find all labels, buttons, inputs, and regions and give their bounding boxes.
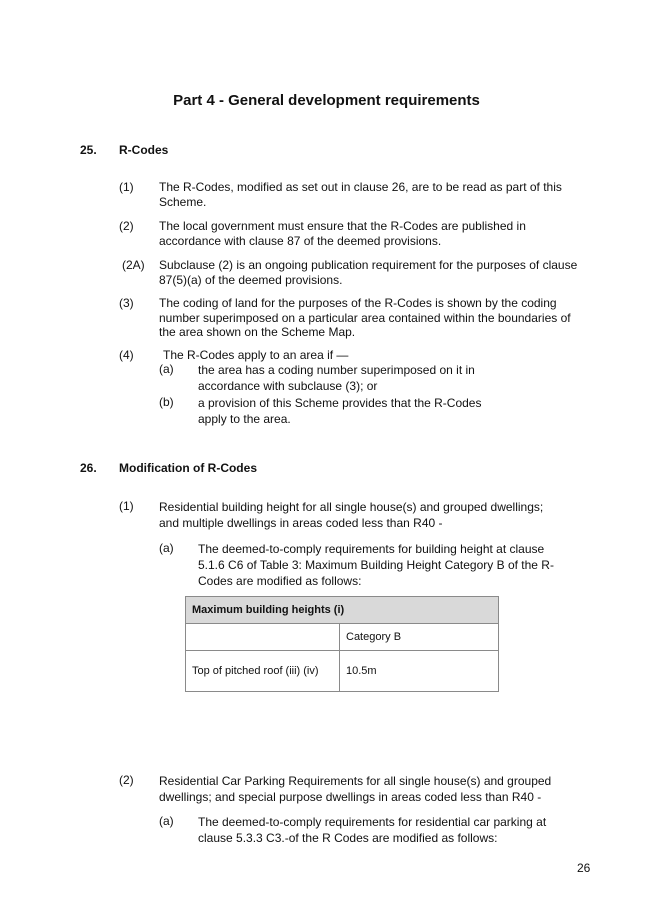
c25-item-4b-number: (b)	[159, 395, 174, 409]
table-cell-category-b: Category B	[340, 624, 499, 651]
clause-25-heading: R-Codes	[119, 143, 169, 157]
c25-item-2-number: (2)	[119, 219, 134, 233]
clause-26-heading: Modification of R-Codes	[119, 461, 257, 475]
c26-item-1a-text: The deemed-to-comply requirements for building height at clause 5.1.6 C6 of Table 3: Maximum Building Height Category B of the R-Codes are modified as follows:	[198, 542, 554, 588]
table-cell	[186, 624, 340, 651]
c26-item-1-number: (1)	[119, 499, 134, 513]
c26-item-2-text: Residential Car Parking Requirements for all single house(s) and grouped dwellings; and special purpose dwellings in areas coded less than R40 -	[159, 774, 552, 804]
c26-item-1a-number: (a)	[159, 541, 174, 555]
part-title: Part 4 - General development requirements	[173, 92, 480, 109]
c25-item-4-text: The R-Codes apply to an area if —	[163, 348, 349, 362]
c26-item-2a-text: The deemed-to-comply requirements for residential car parking at clause 5.3.3 C3.-of the R Codes are modified as follows:	[198, 815, 547, 845]
c25-item-2-text: The local government must ensure that the R-Codes are published in accordance with clause 87 of the deemed provisions.	[159, 219, 526, 248]
clause-25-number: 25.	[80, 143, 97, 157]
c26-item-1-text: Residential building height for all single house(s) and grouped dwellings; and multiple dwellings in areas coded less than R40 -	[159, 500, 544, 530]
c25-item-3-number: (3)	[119, 296, 134, 310]
c26-item-2-number: (2)	[119, 773, 134, 787]
c26-item-2a-number: (a)	[159, 814, 174, 828]
c25-item-3-text: The coding of land for the purposes of the R-Codes is shown by the coding number superimposed on a particular area contained within the boundaries of the area shown on the Scheme Map.	[159, 296, 571, 339]
c25-item-4-number: (4)	[119, 348, 134, 362]
page-number: 26	[577, 861, 591, 875]
c25-item-4b-text: a provision of this Scheme provides that the R-Codes apply to the area.	[198, 396, 482, 426]
c25-item-2a-text: Subclause (2) is an ongoing publication requirement for the purposes of clause 87(5)(a) of the deemed provisions.	[159, 258, 578, 287]
maximum-building-heights-table	[185, 596, 499, 692]
c25-item-4a-number: (a)	[159, 362, 174, 376]
clause-26-number: 26.	[80, 461, 97, 475]
table-header: Maximum building heights (i)	[186, 597, 499, 624]
c25-item-4a-text: the area has a coding number superimposed on it in accordance with subclause (3); or	[198, 363, 475, 393]
table-cell-top-of-pitched-roof: Top of pitched roof (iii) (iv)	[186, 651, 340, 692]
table-cell-height-value: 10.5m	[340, 651, 499, 692]
c25-item-1-number: (1)	[119, 180, 134, 194]
c25-item-1-text: The R-Codes, modified as set out in clause 26, are to be read as part of this Scheme.	[159, 180, 562, 209]
c25-item-2a-number: (2A)	[122, 258, 145, 272]
